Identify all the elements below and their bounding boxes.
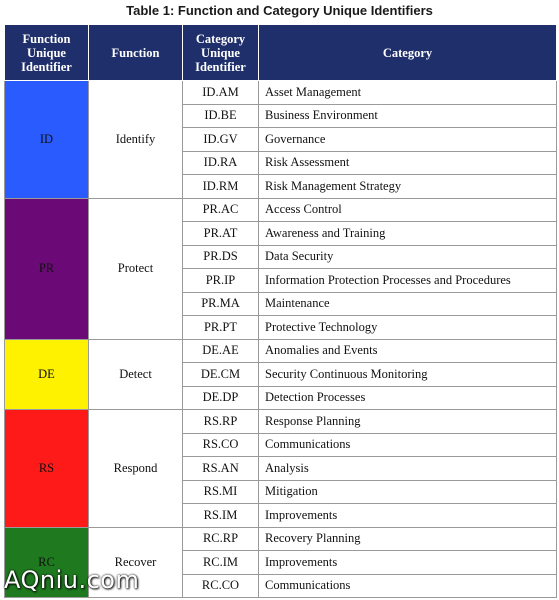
function-name-cell: Detect: [89, 339, 183, 410]
category-id-cell: RS.RP: [183, 410, 259, 434]
function-name-cell: Recover: [89, 527, 183, 598]
category-id-cell: RC.IM: [183, 551, 259, 575]
category-id-cell: RS.AN: [183, 457, 259, 481]
category-id-cell: PR.DS: [183, 245, 259, 269]
category-id-cell: ID.RA: [183, 151, 259, 175]
table-row: [5, 81, 557, 105]
category-name-cell: Data Security: [259, 245, 557, 269]
category-name-cell: Asset Management: [259, 81, 557, 105]
category-name-cell: Information Protection Processes and Procedures: [259, 269, 557, 293]
category-id-cell: RC.RP: [183, 527, 259, 551]
category-name-cell: Business Environment: [259, 104, 557, 128]
category-name-cell: Risk Assessment: [259, 151, 557, 175]
function-id-cell: DE: [5, 339, 89, 410]
function-id-cell: PR: [5, 198, 89, 339]
category-name-cell: Improvements: [259, 551, 557, 575]
header-category: Category: [259, 25, 557, 81]
category-name-cell: Risk Management Strategy: [259, 175, 557, 199]
category-id-cell: DE.CM: [183, 363, 259, 387]
category-id-cell: PR.AC: [183, 198, 259, 222]
category-name-cell: Maintenance: [259, 292, 557, 316]
category-name-cell: Improvements: [259, 504, 557, 528]
category-name-cell: Governance: [259, 128, 557, 152]
category-id-cell: RC.CO: [183, 574, 259, 598]
category-id-cell: RS.IM: [183, 504, 259, 528]
category-name-cell: Anomalies and Events: [259, 339, 557, 363]
table-row: [5, 527, 557, 551]
category-name-cell: Awareness and Training: [259, 222, 557, 246]
identifiers-table: [4, 24, 557, 598]
header-row: [5, 25, 557, 81]
category-name-cell: Access Control: [259, 198, 557, 222]
category-id-cell: PR.AT: [183, 222, 259, 246]
function-id-cell: RC: [5, 527, 89, 598]
category-name-cell: Protective Technology: [259, 316, 557, 340]
header-category-id: Category Unique Identifier: [183, 25, 259, 81]
category-id-cell: PR.IP: [183, 269, 259, 293]
category-name-cell: Mitigation: [259, 480, 557, 504]
table-body: [5, 81, 557, 598]
category-name-cell: Communications: [259, 574, 557, 598]
category-name-cell: Analysis: [259, 457, 557, 481]
category-id-cell: ID.BE: [183, 104, 259, 128]
header-function-id: Function Unique Identifier: [5, 25, 89, 81]
header-function: Function: [89, 25, 183, 81]
category-id-cell: ID.GV: [183, 128, 259, 152]
category-id-cell: RS.CO: [183, 433, 259, 457]
table-row: [5, 339, 557, 363]
category-id-cell: PR.PT: [183, 316, 259, 340]
function-name-cell: Respond: [89, 410, 183, 528]
category-id-cell: PR.MA: [183, 292, 259, 316]
category-id-cell: DE.DP: [183, 386, 259, 410]
table-row: [5, 410, 557, 434]
category-id-cell: ID.RM: [183, 175, 259, 199]
table-row: [5, 198, 557, 222]
watermark-logo: AQniu.com: [4, 566, 140, 594]
category-name-cell: Security Continuous Monitoring: [259, 363, 557, 387]
category-name-cell: Response Planning: [259, 410, 557, 434]
function-name-cell: Protect: [89, 198, 183, 339]
function-id-cell: ID: [5, 81, 89, 199]
category-id-cell: DE.AE: [183, 339, 259, 363]
category-name-cell: Detection Processes: [259, 386, 557, 410]
function-id-cell: RS: [5, 410, 89, 528]
category-name-cell: Recovery Planning: [259, 527, 557, 551]
category-id-cell: RS.MI: [183, 480, 259, 504]
category-id-cell: ID.AM: [183, 81, 259, 105]
category-name-cell: Communications: [259, 433, 557, 457]
table-title: Table 1: Function and Category Unique Identifiers: [126, 3, 433, 18]
function-name-cell: Identify: [89, 81, 183, 199]
